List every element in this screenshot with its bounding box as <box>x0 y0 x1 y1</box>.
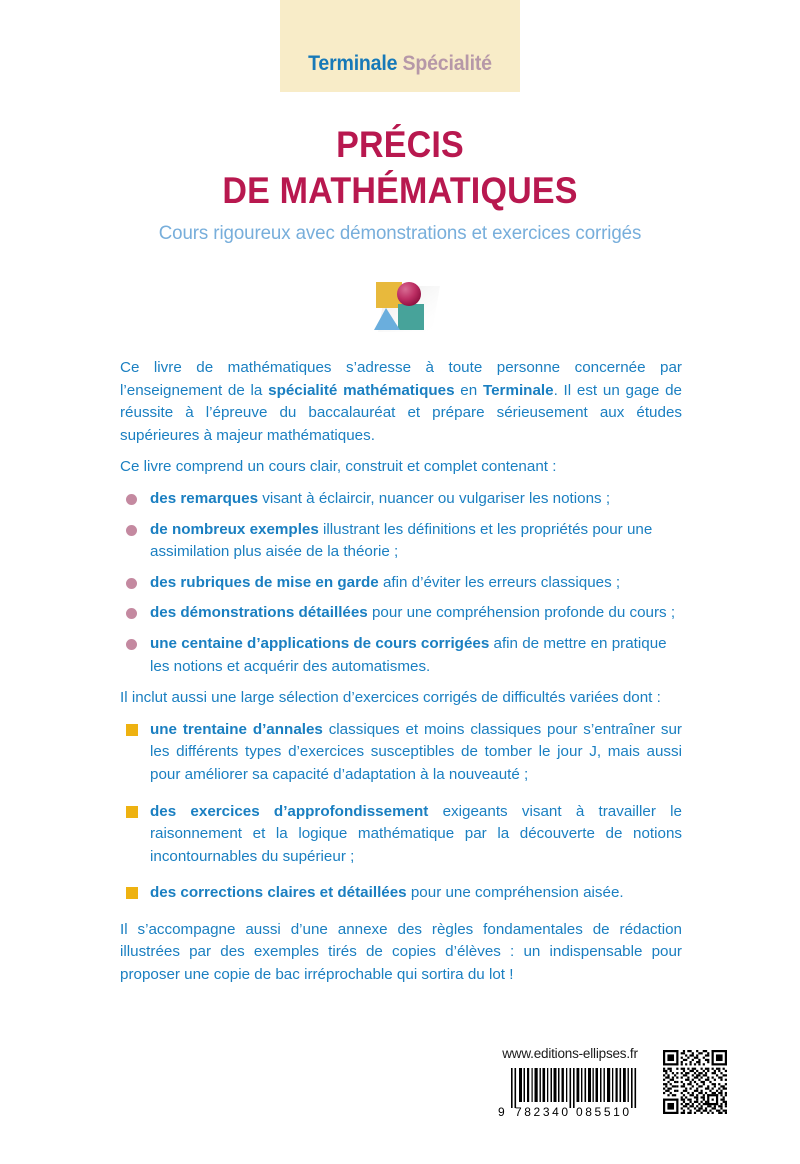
list-item-text: illustrant les définitions et les propriétés pour une assimilation plus aisée de la théorie ; <box>150 520 653 561</box>
list-item-bold: des rubriques de mise en garde <box>150 573 379 591</box>
list-item <box>120 801 682 869</box>
svg-text:085510: 085510 <box>576 1105 632 1118</box>
list-item-bold: des corrections claires et détaillées <box>150 884 407 902</box>
bullet-square-icon <box>126 724 138 736</box>
intro-bold-specialty: spécialité mathématiques <box>268 381 455 399</box>
bullet-square-icon <box>126 806 138 818</box>
specialty-label: Spécialité <box>402 52 492 75</box>
footer <box>487 1046 727 1126</box>
intro-bold-terminale: Terminale <box>482 381 554 399</box>
isbn-barcode <box>495 1066 647 1118</box>
list-item-text: afin d’éviter les erreurs classiques ; <box>378 573 621 591</box>
book-title <box>0 122 800 214</box>
list-item-text: pour une compréhension profonde du cours ; <box>367 604 676 622</box>
level-label: Terminale <box>308 52 398 75</box>
closing-paragraph: Il s’accompagne aussi d’une annexe des règles fondamentales de rédaction illustrées par des exemples tirés de copies d’élèves : un indispensable pour proposer une copie de bac irréprochable qui sortira du lot ! <box>120 920 682 984</box>
bullet-dot-icon <box>126 578 137 589</box>
course-lead-in: Ce livre comprend un cours clair, construit et complet contenant : <box>120 458 557 476</box>
list-item-bold: de nombreux exemples <box>150 520 319 538</box>
list-item-bold: des démonstrations détaillées <box>150 604 368 622</box>
list-item-text: afin de mettre en pratique les notions et acquérir des automatismes. <box>150 634 667 675</box>
list-item <box>120 633 682 678</box>
list-item <box>120 719 682 787</box>
list-item <box>120 519 682 564</box>
bullet-dot-icon <box>126 639 137 650</box>
list-item-text: visant à éclaircir, nuancer ou vulgariser les notions ; <box>258 489 611 507</box>
intro-part-5: . Il est un gage de réussite à l’épreuve du baccalauréat et prépare sérieusement aux études supérieures à majeur mathématiques. <box>120 381 682 444</box>
exercises-lead-in: Il inclut aussi une large sélection d’exercices corrigés de difficultés variées dont : <box>120 689 661 707</box>
level-banner <box>280 0 520 92</box>
publisher-website: www.editions-ellipses.fr <box>502 1046 638 1061</box>
bullet-dot-icon <box>126 608 137 619</box>
svg-text:782340: 782340 <box>515 1105 571 1118</box>
list-item <box>120 488 682 511</box>
list-item-bold: une centaine d’applications de cours corrigées <box>150 634 490 652</box>
list-item <box>120 602 682 625</box>
list-item-bold: des remarques <box>150 489 259 507</box>
intro-part-1: Ce livre de mathématiques s’adresse à toute personne concernée par l’enseignement de la <box>120 359 682 399</box>
bullet-square-icon <box>126 887 138 899</box>
bullet-dot-icon <box>126 494 137 505</box>
list-item <box>120 882 682 905</box>
bullet-dot-icon <box>126 525 137 536</box>
qr-code-icon <box>663 1050 727 1114</box>
exercises-features-list <box>120 719 682 905</box>
publisher-logo-icon <box>362 272 446 340</box>
list-item-text: classiques et moins classiques pour s’entraîner sur les différents types d’exercices susceptibles de tomber le jour J, mais aussi pour améliorer sa capacité d’adaptation à la nouveauté ; <box>150 720 682 783</box>
book-subtitle: Cours rigoureux avec démonstrations et exercices corrigés <box>158 222 642 244</box>
list-item-bold: une trentaine d’annales <box>150 720 323 738</box>
list-item-bold: des exercices d’approfondissement <box>150 802 429 820</box>
svg-text:9: 9 <box>498 1105 505 1118</box>
list-item-text: pour une compréhension aisée. <box>406 884 624 902</box>
intro-paragraph <box>120 357 682 447</box>
back-cover-text <box>120 357 682 996</box>
course-features-list <box>120 488 682 678</box>
list-item <box>120 572 682 595</box>
title-line-1: PRÉCIS <box>336 124 464 165</box>
intro-part-3: en <box>454 381 483 399</box>
list-item-text: exigeants visant à travailler le raisonnement et la logique mathématique par la découverte de notions incontournables du supérieur ; <box>150 802 682 865</box>
title-line-2: DE MATHÉMATIQUES <box>222 170 578 211</box>
level-banner-text <box>288 52 511 76</box>
